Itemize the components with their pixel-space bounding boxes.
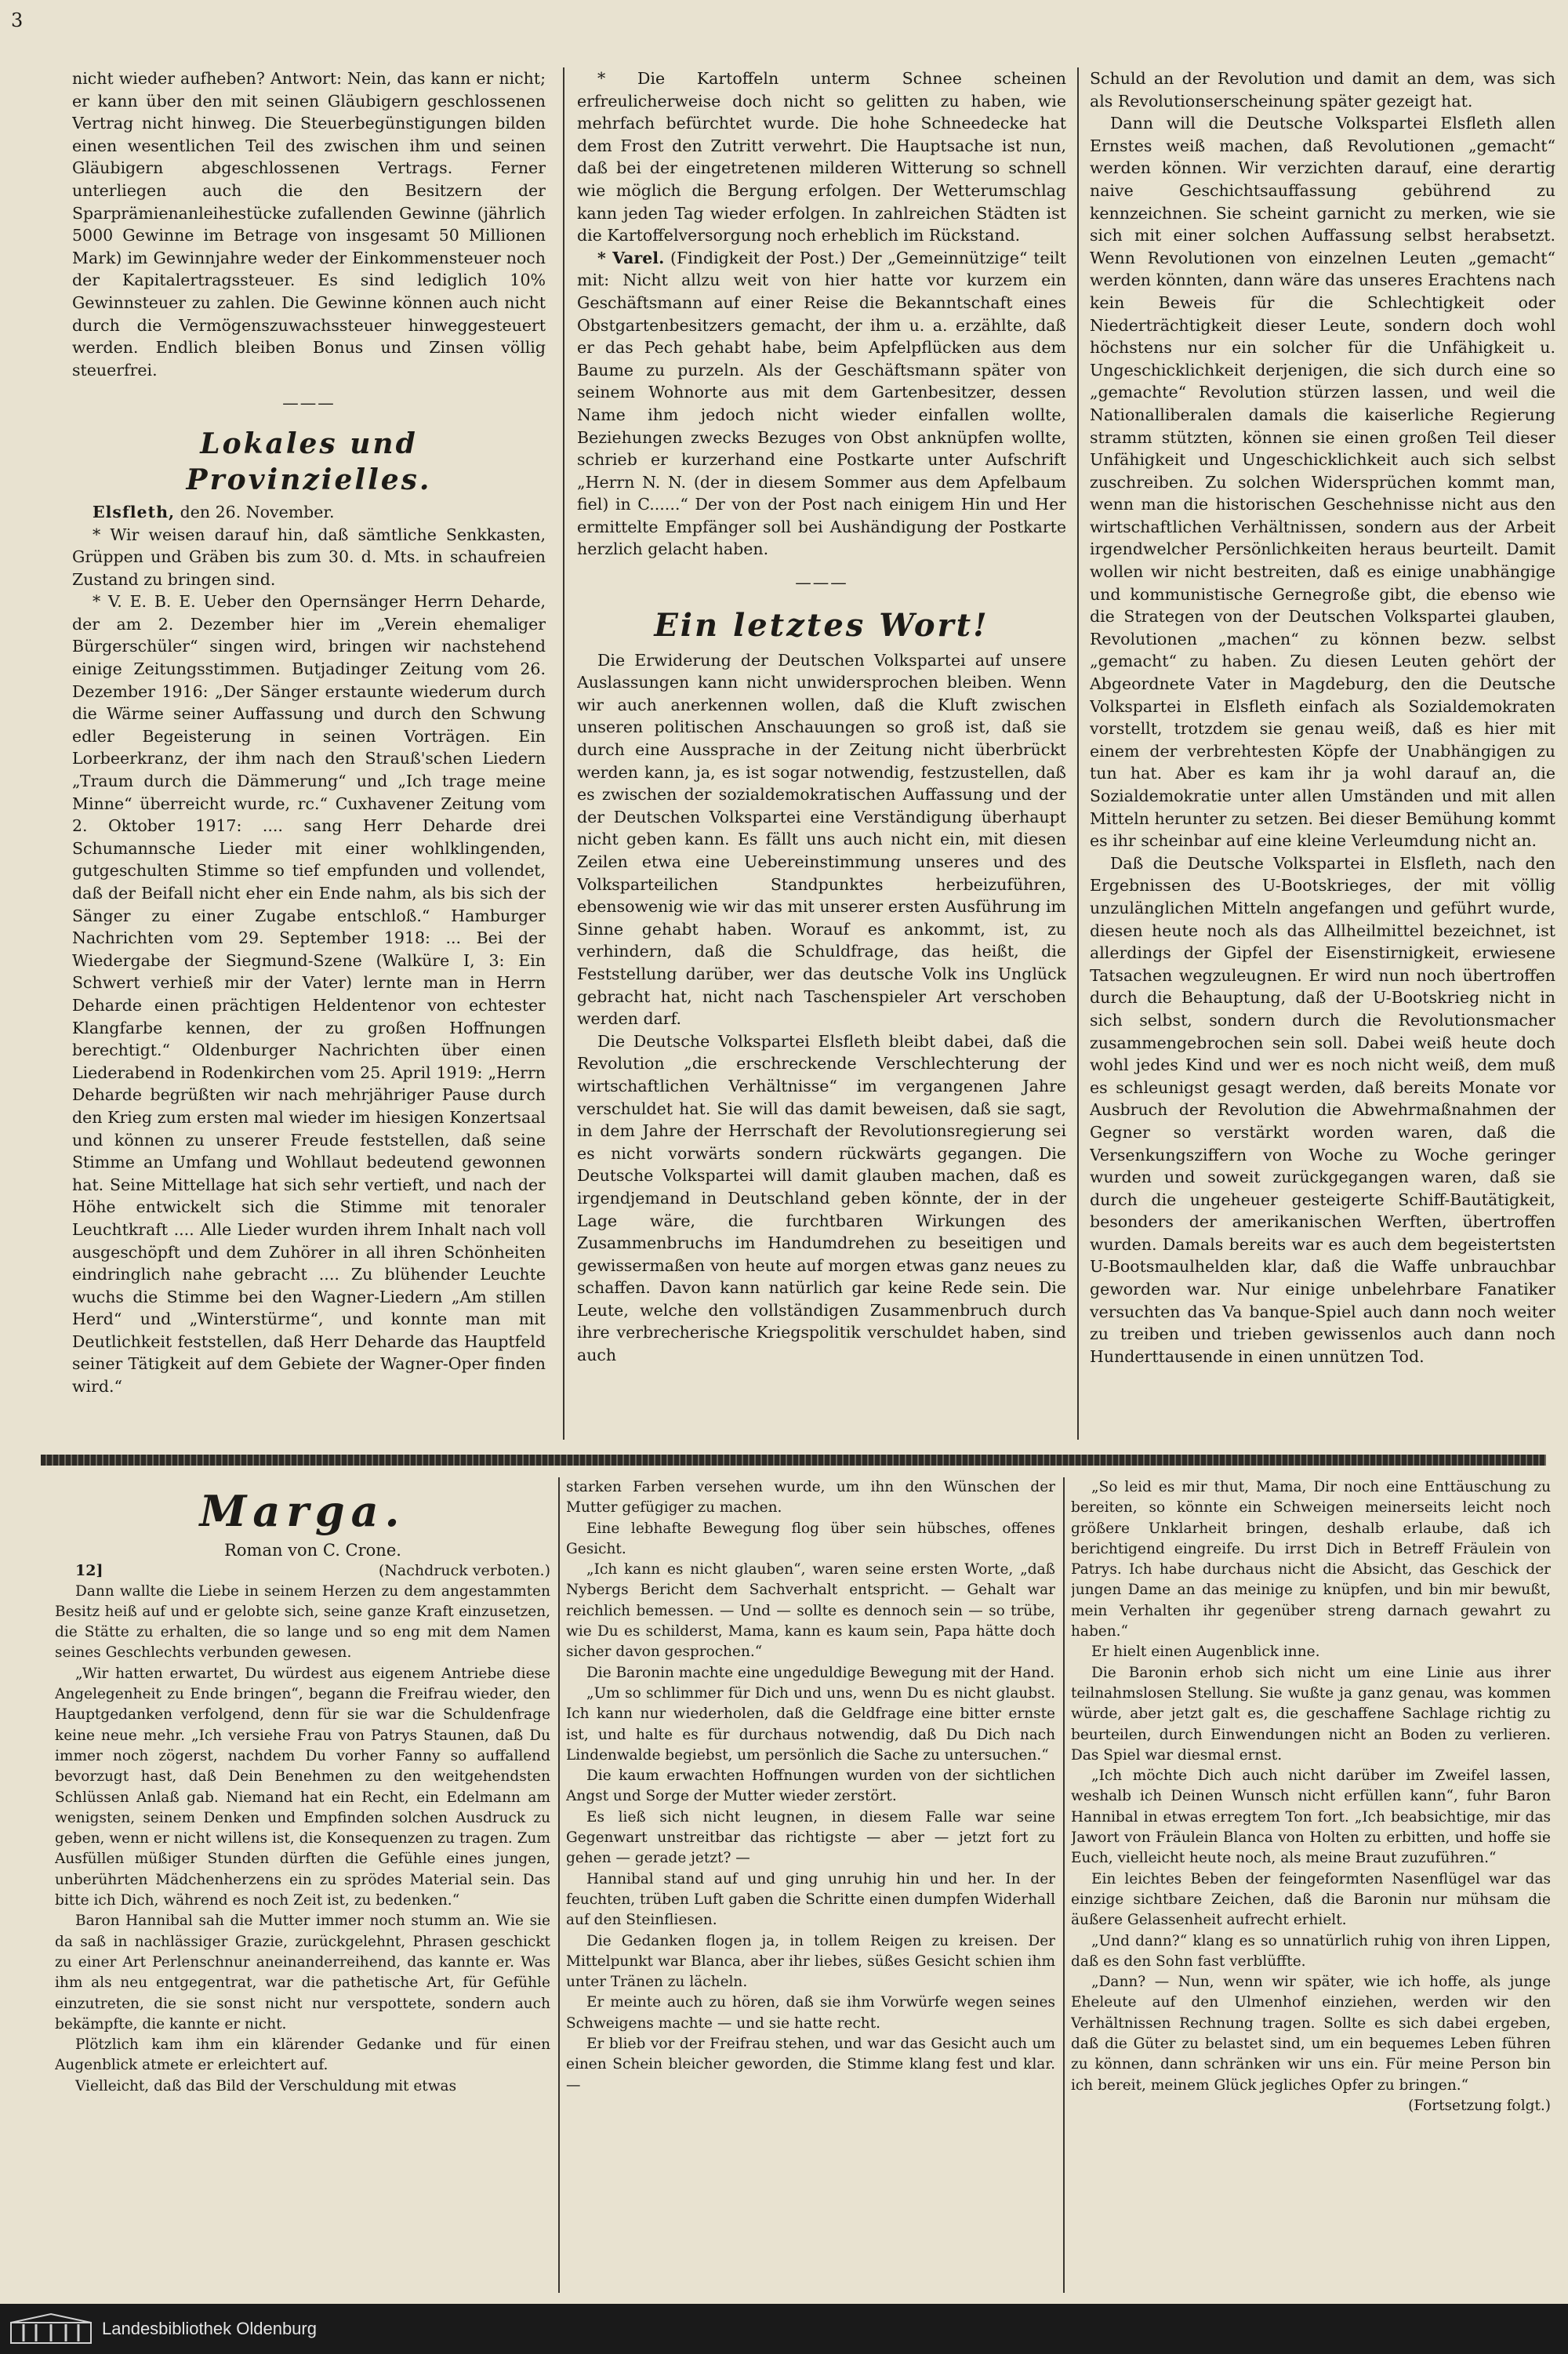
serial-paragraph: Ein leichtes Beben der feingeformten Nasenflügel war das einzige sichtbare Zeichen, daß die Baronin nur mühsam die äußere Gelassenheit aufrecht erhielt. xyxy=(1071,1870,1551,1929)
tax-article-end: nicht wieder aufheben? Antwort: Nein, das kann er nicht; er kann über den mit seinen Gläubigern geschlossenen Vertrag nicht hinweg. Die Steuerbegünstigungen bilden einen wesentlichen Teil des zwischen ihm und seinen Gläubigern abgeschlossenen Vertrags. Ferner unterliegen auch die den Besitzern der Sparprämienanleihestücke zufallenden Gewinne (jährlich 5000 Gewinne im Betrage von insgesamt 50 Millionen Mark) im Gewinnjahre weder der Einkommensteuer noch der Kapitalertragssteuer. Es sind lediglich 10% Gewinnsteuer zu zahlen. Die Gewinne können auch nicht durch die Vermögenszuwachssteuer hinweggesteuert werden. Endlich bleiben Bonus und Zinsen völlig steuerfrei. xyxy=(72,69,546,380)
serial-paragraph: Es ließ sich nicht leugnen, in diesem Falle war seine Gegenwart unstreitbar das richtigste — aber — jetzt fort zu gehen — gerade jetzt? — xyxy=(566,1808,1055,1867)
dateline-place: Elsfleth, xyxy=(93,502,176,521)
serial-chapter-row xyxy=(55,1560,550,1581)
article-letztes-wort-p1: Die Erwiderung der Deutschen Volkspartei auf unsere Auslassungen kann nicht unwidersprochen bleiben. Wenn wir auch anerkennen wollen, daß die Kluft zwischen unseren politischen Anschauungen so groß ist, daß sie durch eine Aussprache in der Zeitung nicht überbrückt werden kann, ja, es ist sogar notwendig, festzustellen, daß es zwischen der sozialdemokratischen Auffassung und der der Deutschen Volkspartei eine Verständigung überhaupt nicht geben kann. Es fällt uns auch nicht ein, mit diesen Zeilen etwa eine Uebereinstimmung unseres und des Volksparteilichen Standpunktes herbeizuführen, ebensowenig wie wir das mit unserer ersten Ausführung im Sinne gehabt haben. Worauf es ankommt, ist, zu verhindern, daß die Schuldfrage, das heißt, die Feststellung darüber, wer das deutsche Volk ins Unglück gebracht hat, nicht nach Taschenspieler Art verschoben werden darf. xyxy=(577,650,1066,1029)
serial-paragraph: Die Gedanken flogen ja, in tollem Reigen zu kreisen. Der Mittelpunkt war Blanca, aber ihr liebes, süßes Gesicht schien ihm unter Tränen zu lächeln. xyxy=(566,1932,1055,1991)
article-letztes-wort-p3: Schuld an der Revolution und damit an dem, was sich als Revolutionserscheinung später gezeigt hat. xyxy=(1090,69,1555,111)
serial-title: Marga. xyxy=(199,1486,406,1536)
serial-paragraph: Plötzlich kam ihm ein klärender Gedanke und für einen Augenblick atmete er erleichtert auf. xyxy=(55,2036,550,2074)
serial-paragraph: Er blieb vor der Freifrau stehen, und war das Gesicht auch um einen Schein bleicher geworden, die Stimme klang fest und klar. — xyxy=(566,2036,1055,2094)
serial-paragraph: „Dann? — Nun, wenn wir später, wie ich hoffe, als junge Eheleute auf den Ulmenhof einziehen, werden wir den Verhältnissen Rechnung tragen. Sollte es sich dabei ergeben, daß die Güter zu belastet sind, um ein bequemes Leben führen zu können, dann schränken wir uns ein. Für meine Person bin ich bereit, meinem Glück jegliches Opfer zu bringen.“ xyxy=(1071,1974,1551,2094)
article-potatoes: * Die Kartoffeln unterm Schnee scheinen erfreulicherweise doch nicht so gelitten zu haben, wie mehrfach befürchtet wurde. Die hohe Schneedecke hat dem Frost den Zutritt verwehrt. Die Hauptsache ist nun, daß bei der eingetretenen milderen Witterung so schnell wie möglich die Bergung erfolgen. Der Wetterumschlag kann jeden Tag wieder erfolgen. In zahlreichen Städten ist die Kartoffelversorgung noch erheblich im Rückstand. xyxy=(577,69,1066,245)
library-footer xyxy=(0,2304,1568,2354)
serial-paragraph: Vielleicht, daß das Bild der Verschuldung mit etwas xyxy=(75,2077,457,2094)
dateline-date: den 26. November. xyxy=(180,502,335,521)
column-rule xyxy=(563,67,564,1440)
varel-text: (Findigkeit der Post.) Der „Gemeinnützige“ teilt mit: Nicht allzu weit von hier hatte vor kurzem ein Geschäftsmann auf einer Reise die Bekanntschaft eines Obstgartenbesitzers gemacht, der ihm u. a. erzählte, daß er das Pech gehabt habe, beim Apfelpflücken aus dem Baume zu purzeln. Als der Geschäftsmann später von seinem Wohnorte aus mit dem Gartenbesitzer, dessen Name ihm jedoch nicht wieder einfallen wollte, Beziehungen zwecks Bezuges von Obst anknüpfen wollte, schrieb er kurzerhand eine Postkarte unter Aufschrift „Herrn N. N. (der in diesem Sommer aus dem Apfelbaum fiel) in C......“ Der von der Post nach einigem Hin und Her ermittelte Empfänger soll bei Aushändigung der Postkarte herzlich gelacht haben. xyxy=(577,248,1066,559)
serial-paragraph: starken Farben versehen wurde, um ihn den Wünschen der Mutter gefügiger zu machen. xyxy=(566,1479,1055,1517)
library-name: Landesbibliothek Oldenburg xyxy=(102,2319,317,2338)
article-letztes-wort-p4: Dann will die Deutsche Volkspartei Elsfleth allen Ernstes weiß machen, daß Revolutionen „gemacht“ werden können. Wir verzichten darauf, eine derartig naive Geschichtsauffassung gebührend zu kennzeichnen. Sie scheint garnicht zu merken, wie sie sich mit einer solchen Auffassung selbst herabsetzt. Wenn Revolutionen von einzelnen Leuten „gemacht“ werden könnten, dann wäre das unseres Erachtens nach kein Beweis für die Schlechtigkeit oder Niederträchtigkeit dieser Leute, sondern doch wohl höchstens nur ein solcher für die Unfähigkeit u. Ungeschicklichkeit derjenigen, die sich durch eine so „gemachte“ Revolution stürzen lassen, und weil die Nationalliberalen damals die kaiserliche Regierung stramm stützten, können sie einen großen Teil dieser Unfähigkeit und Ungeschicklichkeit auch sich selbst zuschreiben. Zu solchen Widersprüchen kommt man, wenn man die historischen Geschehnisse nicht aus den wirtschaftlichen Verhältnissen, sondern aus der Arbeit irgendwelcher Persönlichkeiten heraus beurteilt. Damit wollen wir nicht bestreiten, daß es einige unabhängige und kommunistische Gernegroße gibt, die ebenso wie die Strategen von der Deutschen Volkspartei glauben, Revolutionen „machen“ zu können bezw. selbst „gemacht“ zu haben. Zu diesen Leuten gehört der Abgeordnete Vater in Magdeburg, den die Deutsche Volkspartei in Elsfleth einfach als Sozialdemokraten vorstellt, trotzdem sie genau weiß, daß es hier mit einem der verbrehtesten Köpfe der Unabhängigen zu tun hat. Aber es kam ihr ja wohl darauf an, die Sozialdemokratie unter allen Umständen und mit allen Mitteln herunter zu setzen. Bei dieser Bemühung kommt es ihr scheinbar auf eine kleine Verleumdung nicht an. xyxy=(1090,114,1555,851)
page-mark: 3 xyxy=(11,9,24,31)
right-column xyxy=(1090,67,1555,1440)
serial-paragraph: Er hielt einen Augenblick inne. xyxy=(1091,1644,1320,1661)
feuilleton-divider xyxy=(41,1455,1546,1466)
column-rule xyxy=(1077,67,1079,1440)
serial-paragraph: „So leid es mir thut, Mama, Dir noch eine Enttäuschung zu bereiten, so könnte ein Schweigen meinerseits leicht noch größere Unklarheit bringen, deshalb erlaube, daß ich berichtigend eingreife. Du irrst Dich in Betreff Fräulein von Patrys. Ich habe durchaus nicht die Absicht, das Geschick der jungen Dame an das meinige zu knüpfen, und bin mir bewußt, mein Verhalten ihr gegenüber streng darnach gewahrt zu haben.“ xyxy=(1071,1479,1551,1640)
article-deharde: * V. E. B. E. Ueber den Opernsänger Herrn Deharde, der am 2. Dezember hier im „Verein ehemaliger Bürgerschüler“ singen wird, bringen wir nachstehend einige Zeitungsstimmen. Butjadinger Zeitung vom 26. Dezember 1916: „Der Sänger erstaunte wiederum durch die Wärme seiner Auffassung und durch den Schwung edler Begeisterung in seinen Vorträgen. Ein Lorbeerkranz, der ihm nach den Strauß'schen Liedern „Traum durch die Dämmerung“ und „Ich trage meine Minne“ überreicht wurde, rc.“ Cuxhavener Zeitung vom 2. Oktober 1917: .... sang Herr Deharde drei Schumannsche Lieder mit einer wohlklingenden, gutgeschulten Stimme so tief empfunden und vollendet, daß der Beifall nicht eher ein Ende nahm, als bis sich der Sänger zu einer Zugabe entschloß.“ Hamburger Nachrichten vom 29. September 1918: ... Bei der Wiedergabe der Siegmund-Szene (Walküre I, 3: Ein Schwert verhieß mir der Vater) lernte man in Herrn Deharde einen prächtigen Heldentenor von echtester Klangfarbe kennen, der zu großen Hoffnungen berechtigt.“ Oldenburger Nachrichten über einen Liederabend in Rodenkirchen vom 25. April 1919: „Herrn Deharde begrüßten wir nach mehrjähriger Pause durch den Krieg zum ersten mal wieder im hiesigen Konzertsaal und können zu unserer Freude feststellen, daß seine Stimme an Umfang und Wohllaut bedeutend gewonnen hat. Seine Mittellage hat sich sehr vertieft, und nach der Höhe entwickelt sich die Stimme mit tenoraler Leuchtkraft .... Alle Lieder wurden ihrem Inhalt nach voll ausgeschöpft und dem Zuhörer in all ihren Schönheiten eindringlich nahe gebracht .... Zu blühender Leuchte wuchs die Stimme bei den Wagner-Liedern „Am stillen Herd“ und „Winterstürme“, und konnte man mit Deutlichkeit feststellen, daß Herr Deharde das Hauptfeld seiner Tätigkeit auf dem Gebiete der Wagner-Oper finden wird.“ xyxy=(72,592,546,1397)
serial-copyright: (Nachdruck verboten.) xyxy=(378,1562,550,1580)
library-building-icon xyxy=(8,2312,94,2346)
serial-paragraph: „Und dann?“ klang es so unnatürlich ruhig von ihren Lippen, daß es den Sohn fast verblüffte. xyxy=(1071,1932,1551,1970)
serial-continuation: (Fortsetzung folgt.) xyxy=(1408,2097,1551,2114)
column-rule xyxy=(558,1477,560,2293)
serial-paragraph: Eine lebhafte Bewegung flog über sein hübsches, offenes Gesicht. xyxy=(566,1520,1055,1557)
notice-drainage: * Wir weisen darauf hin, daß sämtliche Senkkasten, Grüppen und Gräben bis zum 30. d. Mts. in schaufreien Zustand zu bringen sind. xyxy=(72,525,546,589)
serial-paragraph: Die Baronin erhob sich nicht um eine Linie aus ihrer teilnahmslosen Stellung. Sie wußte ja ganz genau, was kommen würde, aber jetzt galt es, die geschaffene Sachlage richtig zu beurteilen, durch Einwendungen nicht an Boden zu verlieren. Das Spiel war diesmal ernst. xyxy=(1071,1664,1551,1764)
separator: ——— xyxy=(282,394,336,413)
serial-paragraph: „Ich kann es nicht glauben“, waren seine ersten Worte, „daß Nybergs Bericht dem Sachverhalt entspricht. — Gehalt war reichlich bemessen. — Und — sollte es dennoch sein — so trübe, wie Du es schilderst, Mama, kann es kaum sein, Papa hätte doch sicher davon gesprochen.“ xyxy=(566,1561,1055,1661)
section-headline-lokales: Lokales und Provinzielles. xyxy=(186,427,432,496)
serial-column-1 xyxy=(55,1477,550,2293)
article-varel xyxy=(577,247,1066,561)
article-letztes-wort-p2: Die Deutsche Volkspartei Elsfleth bleibt dabei, daß die Revolution „die erschreckende Verschlechterung der wirtschaftlichen Verhältnisse“ im vergangenen Jahre verschuldet hat. Sie will das damit beweisen, daß sie sagt, in dem Jahre der Herrschaft der Revolutionsregierung sei es nicht vorwärts sondern rückwärts gegangen. Die Deutsche Volkspartei will damit glauben machen, daß es irgendjemand in Deutschland geben könnte, der in der Lage wäre, die furchtbaren Wirkungen des Zusammenbruchs im Handumdrehen zu beseitigen und gewissermaßen von heute auf morgen etwas ganz neues zu schaffen. Davon kann natürlich gar keine Rede sein. Die Leute, welche den vollständigen Zusammenbruch durch ihre verbrecherische Kriegspolitik verschuldet haben, sind auch xyxy=(577,1031,1066,1365)
serial-paragraph: Dann wallte die Liebe in seinem Herzen zu dem angestammten Besitz heiß auf und er gelobte sich, seine ganze Kraft einzusetzen, die Stätte zu erhalten, die so lange und so eng mit dem Namen seines Geschlechts verbunden gewesen. xyxy=(55,1582,550,1662)
serial-paragraph: „Um so schlimmer für Dich und uns, wenn Du es nicht glaubst. Ich kann nur wiederholen, daß die Geldfrage eine bitter ernste ist, und halte es für durchaus notwendig, daß Du Dich nach Lindenwalde begiebst, um persönlich die Sache zu untersuchen.“ xyxy=(566,1684,1055,1764)
serial-chapter-number: 12] xyxy=(75,1562,103,1580)
serial-paragraph: Hannibal stand auf und ging unruhig hin und her. In der feuchten, trüben Luft gaben die Schritte einen dumpfen Widerhall auf den Steinfliesen. xyxy=(566,1870,1055,1929)
section-headline-letztes-wort: Ein letztes Wort! xyxy=(654,606,989,644)
serial-paragraph: Er meinte auch zu hören, daß sie ihm Vorwürfe wegen seines Schweigens machte — und sie hatte recht. xyxy=(566,1994,1055,2032)
serial-paragraph: Die kaum erwachten Hoffnungen wurden von der sichtlichen Angst und Sorge der Mutter wieder zerstört. xyxy=(566,1767,1055,1805)
dateline xyxy=(72,501,546,524)
serial-paragraph: Die Baronin machte eine ungeduldige Bewegung mit der Hand. xyxy=(586,1664,1055,1681)
column-rule xyxy=(1063,1477,1065,2293)
serial-paragraph: Baron Hannibal sah die Mutter immer noch stumm an. Wie sie da saß in nachlässiger Grazie, zurückgelehnt, Phrasen geschickt zu einer Art Perlenschnur aneinanderreihend, das kannte er. Was ihm als neu entgegentrat, war die pathetische Art, für Gefühle einzutreten, die sie sonst nicht nur verspottete, sondern auch bekämpfte, die kannte er nicht. xyxy=(55,1913,550,2033)
middle-column xyxy=(577,67,1066,1440)
serial-subtitle: Roman von C. Crone. xyxy=(224,1541,401,1560)
serial-paragraph: „Ich möchte Dich auch nicht darüber im Zweifel lassen, weshalb ich Deinen Wunsch nicht erfüllen kann“, fuhr Baron Hannibal in etwas erregtem Ton fort. „Ich beabsichtige, mir das Jawort von Fräulein Blanca von Holten zu erbitten, und hoffe sie Euch, vielleicht heute noch, als meine Braut zuzuführen.“ xyxy=(1071,1767,1551,1867)
article-letztes-wort-p5: Daß die Deutsche Volkspartei in Elsfleth, nach den Ergebnissen des U-Bootskrieges, der mit völlig unzulänglichen Mitteln angefangen und geführt wurde, diesen heute noch als das Allheilmittel bezeichnet, ist allerdings der Gipfel der Eisenstirnigkeit, erwiesene Tatsachen wegzuleugnen. Er wird nun noch übertroffen durch die Behauptung, daß der U-Bootskrieg nicht in sich selbst, sondern durch die Revolutionsmacher zusammengebrochen sein soll. Dabei weiß heute doch wohl jedes Kind und wer es noch nicht weiß, dem muß es schleunigst gesagt werden, daß bereits Monate vor Ausbruch der Revolution die Abwehrmaßnahmen der Gegner so verstärkt worden waren, daß die Versenkungsziffern von Woche zu Woche geringer wurden und soweit zurückgegangen waren, daß sie durch die ungeheuer gesteigerte Schiff-Bautätigkeit, besonders der amerikanischen Werften, übertroffen wurden. Damals bereits war es auch dem begeistertsten U-Bootsmaulhelden klar, daß die Waffe unbrauchbar geworden war. Nur einige unbelehrbare Fanatiker versuchten das Va banque-Spiel auch dann noch weiter zu treiben und trieben gewissenlos auch dann noch Hunderttausende in einen unnützen Tod. xyxy=(1090,853,1555,1366)
serial-column-2 xyxy=(566,1477,1055,2293)
separator: ——— xyxy=(795,573,848,593)
varel-dateline: * Varel. xyxy=(597,248,665,267)
serial-column-3 xyxy=(1071,1477,1551,2293)
left-column xyxy=(72,67,546,1440)
serial-paragraph: „Wir hatten erwartet, Du würdest aus eigenem Antriebe diese Angelegenheit zu Ende bringen“, begann die Freifrau wieder, den Hauptgedanken verfolgend, denn für sie war die Schuldenfrage keine neue mehr. „Ich versiehe Frau von Patrys Staunen, daß Du immer noch zögerst, nachdem Du vorher Fanny so auffallend bevorzugt hast, daß Dein Benehmen zu den weitgehendsten Schlüssen Anlaß gab. Niemand hat ein Recht, ein Edelmann am wenigsten, seinem Denken und Empfinden solchen Ausdruck zu geben, wenn er nicht willens ist, die Konsequenzen zu tragen. Zum Ausfüllen müßiger Stunden dürften die Gefühle eines jungen, unberührten Mädchenherzens ein zu sprödes Material sein. Das bitte ich Dich, während es noch Zeit ist, zu bedenken.“ xyxy=(55,1665,550,1909)
